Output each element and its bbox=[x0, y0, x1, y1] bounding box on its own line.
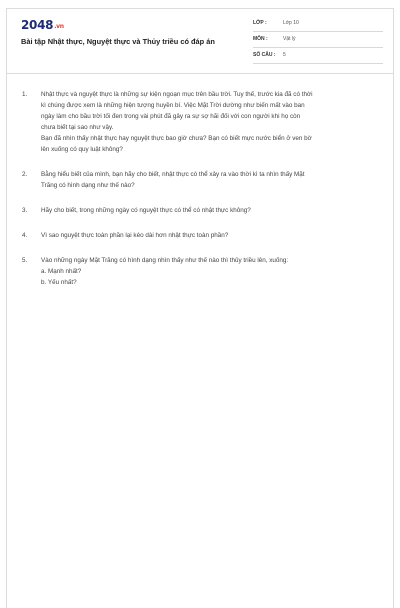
question-item bbox=[22, 255, 384, 288]
meta-label: LỚP : bbox=[253, 20, 267, 26]
question-text-line: Vào những ngày Mặt Trăng có hình dạng nhìn thấy như thế nào thì thủy triều lên, xuống: bbox=[41, 257, 289, 264]
site-logo[interactable] bbox=[21, 18, 64, 32]
meta-label: MÔN : bbox=[253, 36, 268, 42]
worksheet-header bbox=[7, 9, 393, 73]
question-text-line: Trăng có hình dạng như thế nào? bbox=[41, 182, 135, 189]
header-divider bbox=[7, 73, 393, 74]
question-text-line: ngày làm cho bầu trời tối đen trong vài phút đã gây ra sự sợ hãi đối với con người khi họ còn bbox=[41, 113, 301, 120]
question-text-line: Vì sao nguyệt thực toàn phần lại kéo dài hơn nhật thực toàn phần? bbox=[41, 232, 229, 239]
meta-label: SỐ CÂU : bbox=[253, 52, 276, 58]
question-text-line: Bằng hiểu biết của mình, bạn hãy cho biết, nhật thực có thể xảy ra vào thời kì ta nhìn thấy Mặt bbox=[41, 171, 305, 178]
question-text-line: kì chúng được xem là những hiện tượng huyền bí. Việc Mặt Trời dường như biến mất vào ban bbox=[41, 102, 305, 109]
question-text-line: chưa biết tại sao như vậy. bbox=[41, 124, 114, 131]
question-number: 1. bbox=[22, 91, 28, 98]
meta-row-subject bbox=[253, 34, 383, 48]
question-list bbox=[22, 89, 384, 302]
question-text-line: Bạn đã nhìn thấy nhật thực hay nguyệt thực bao giờ chưa? Bạn có biết mực nước biển ở ven bờ bbox=[41, 135, 312, 142]
question-item bbox=[22, 205, 384, 216]
meta-row-class bbox=[253, 18, 383, 32]
question-number: 4. bbox=[22, 232, 28, 239]
question-text-line: lên xuống có quy luật không? bbox=[41, 146, 123, 153]
question-item bbox=[22, 169, 384, 191]
meta-info bbox=[253, 18, 383, 66]
question-text-line: Nhật thực và nguyệt thực là những sự kiện ngoạn mục trên bầu trời. Tuy thế, trước kia đã có thời bbox=[41, 91, 313, 98]
question-text-line: b. Yếu nhất? bbox=[41, 279, 77, 286]
logo-suffix: .vn bbox=[54, 23, 64, 30]
question-text-line: Hãy cho biết, trong những ngày có nguyệt thực có thể có nhật thực không? bbox=[41, 207, 251, 214]
document-title: Bài tập Nhật thực, Nguyệt thực và Thủy triều có đáp án bbox=[21, 37, 215, 46]
meta-value: Lớp 10 bbox=[283, 20, 299, 26]
question-number: 2. bbox=[22, 171, 28, 178]
worksheet-page bbox=[6, 8, 394, 608]
question-item bbox=[22, 230, 384, 241]
question-number: 3. bbox=[22, 207, 28, 214]
question-text-line: a. Mạnh nhất? bbox=[41, 268, 82, 275]
meta-value: 5 bbox=[283, 52, 286, 58]
question-number: 5. bbox=[22, 257, 28, 264]
meta-row-question-count bbox=[253, 50, 383, 64]
question-item bbox=[22, 89, 384, 155]
meta-value: Vật lý bbox=[283, 36, 296, 42]
logo-text: 2048 bbox=[21, 18, 54, 32]
